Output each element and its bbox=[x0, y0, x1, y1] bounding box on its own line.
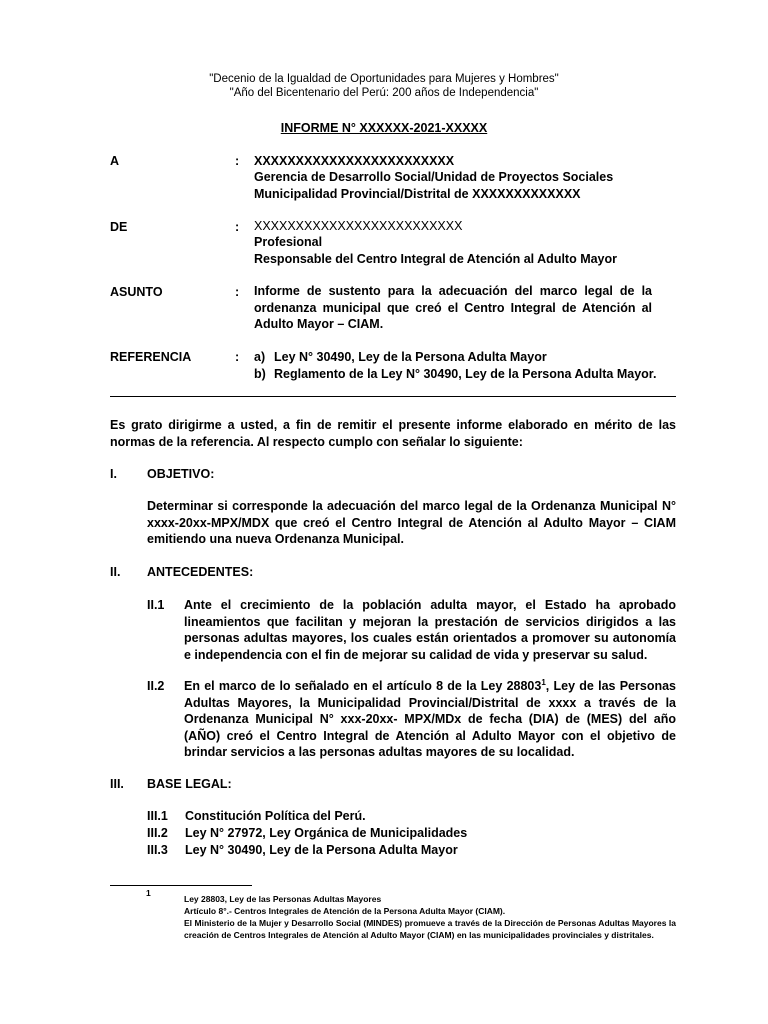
field-asunto-colon: : bbox=[235, 285, 240, 299]
section-antecedentes-title: ANTECEDENTES: bbox=[147, 565, 254, 579]
base-legal-item-text: Ley N° 27972, Ley Orgánica de Municipalidades bbox=[185, 826, 468, 840]
header-divider bbox=[110, 396, 676, 397]
footnote-marker: 1 bbox=[146, 888, 151, 898]
base-legal-item bbox=[147, 808, 676, 825]
field-asunto-text: Informe de sustento para la adecuación del marco legal de la ordenanza municipal que creó el Centro Integral de Atención al Adulto Mayor – CIAM. bbox=[254, 284, 652, 331]
section-objetivo-number: I. bbox=[110, 467, 117, 481]
base-legal-item bbox=[147, 825, 676, 842]
field-de-label: DE bbox=[110, 220, 128, 234]
referencia-a-marker: a) bbox=[254, 350, 266, 364]
antecedente-2-text-before: En el marco de lo señalado en el artículo 8 de la Ley 28803 bbox=[184, 679, 542, 693]
antecedente-1-text: Ante el crecimiento de la población adulta mayor, el Estado ha aprobado lineamientos que facilitan y mejoran la prestación de servicios dirigidos a las personas adultas mayores, los cuales están orientados a promover su autonomía e independencia con el fin de mejorar su calidad de vida y preservar su salud. bbox=[184, 598, 676, 662]
section-objetivo-title: OBJETIVO: bbox=[147, 467, 215, 481]
footnote-line-3: El Ministerio de la Mujer y Desarrollo Social (MINDES) promueve a través de la Dirección de Personas Adultas Mayores la creación de Centros Integrales de Atención al Adulto Mayor (CIAM) en las municipalidades provinciales y distritales. bbox=[184, 918, 676, 940]
field-referencia-label: REFERENCIA bbox=[110, 350, 192, 364]
base-legal-item-number: III.2 bbox=[147, 826, 168, 840]
referencia-b-marker: b) bbox=[254, 367, 266, 381]
footnote-line-2: Artículo 8°.- Centros Integrales de Atención de la Persona Adulta Mayor (CIAM). bbox=[184, 906, 506, 916]
section-antecedentes-number: II. bbox=[110, 565, 121, 579]
section-objetivo-text: Determinar si corresponde la adecuación del marco legal de la Ordenanza Municipal N° xxxx-20xx-MPX/MDX que creó el Centro Integral de Atención al Adulto Mayor – CIAM emitiendo una nueva Ordenanza Municipal. bbox=[147, 499, 676, 546]
report-title: INFORME N° XXXXXX-2021-XXXXX bbox=[280, 121, 488, 135]
field-referencia-colon: : bbox=[235, 350, 240, 364]
field-a-colon: : bbox=[235, 154, 240, 168]
antecedente-2-text bbox=[184, 678, 676, 761]
field-de-line-2: Profesional bbox=[254, 235, 323, 249]
field-a-line-2: Gerencia de Desarrollo Social/Unidad de Proyectos Sociales bbox=[254, 170, 614, 184]
base-legal-item bbox=[147, 842, 676, 859]
section-base-legal-title: BASE LEGAL: bbox=[147, 777, 232, 791]
field-de-colon: : bbox=[235, 220, 240, 234]
antecedente-2-number: II.2 bbox=[147, 679, 165, 693]
field-de-line-3: Responsable del Centro Integral de Atención al Adulto Mayor bbox=[254, 252, 618, 266]
field-asunto-label: ASUNTO bbox=[110, 285, 163, 299]
base-legal-item-number: III.1 bbox=[147, 809, 168, 823]
footnote-line-1: Ley 28803, Ley de las Personas Adultas Mayores bbox=[184, 894, 382, 904]
field-de-line-1: XXXXXXXXXXXXXXXXXXXXXXXXX bbox=[254, 219, 463, 233]
footnote-divider bbox=[110, 885, 252, 886]
base-legal-item-text: Ley N° 30490, Ley de la Persona Adulta Mayor bbox=[185, 843, 458, 857]
referencia-b-text: Reglamento de la Ley N° 30490, Ley de la Persona Adulta Mayor. bbox=[274, 367, 657, 381]
field-a-label: A bbox=[110, 154, 120, 168]
intro-paragraph: Es grato dirigirme a usted, a fin de remitir el presente informe elaborado en mérito de las normas de la referencia. Al respecto cumplo con señalar lo siguiente: bbox=[110, 418, 676, 449]
motto-line-2: "Año del Bicentenario del Perú: 200 años de Independencia" bbox=[229, 87, 539, 99]
antecedente-2-text-after: , Ley de las Personas Adultas Mayores, la Municipalidad Provincial/Distrital de xxxx a través de la Ordenanza Municipal N° xxx-20xx- MPX/MDx de fecha (DIA) de (MES) del año (AÑO) creó el Centro Integral de Atención al Adulto Mayor con el objetivo de brindar servicios a las personas adultas mayores de su localidad. bbox=[184, 679, 676, 759]
base-legal-item-number: III.3 bbox=[147, 843, 168, 857]
motto-line-1: "Decenio de la Igualdad de Oportunidades para Mujeres y Hombres" bbox=[209, 73, 559, 85]
footnote-reference[interactable]: 1 bbox=[541, 677, 546, 687]
antecedente-1-number: II.1 bbox=[147, 598, 165, 612]
referencia-a-text: Ley N° 30490, Ley de la Persona Adulta Mayor bbox=[274, 350, 547, 364]
field-a-line-3: Municipalidad Provincial/Distrital de XXXXXXXXXXXXX bbox=[254, 187, 581, 201]
base-legal-item-text: Constitución Política del Perú. bbox=[185, 809, 366, 823]
section-base-legal-number: III. bbox=[110, 777, 124, 791]
field-a-line-1: XXXXXXXXXXXXXXXXXXXXXXXX bbox=[254, 154, 455, 168]
